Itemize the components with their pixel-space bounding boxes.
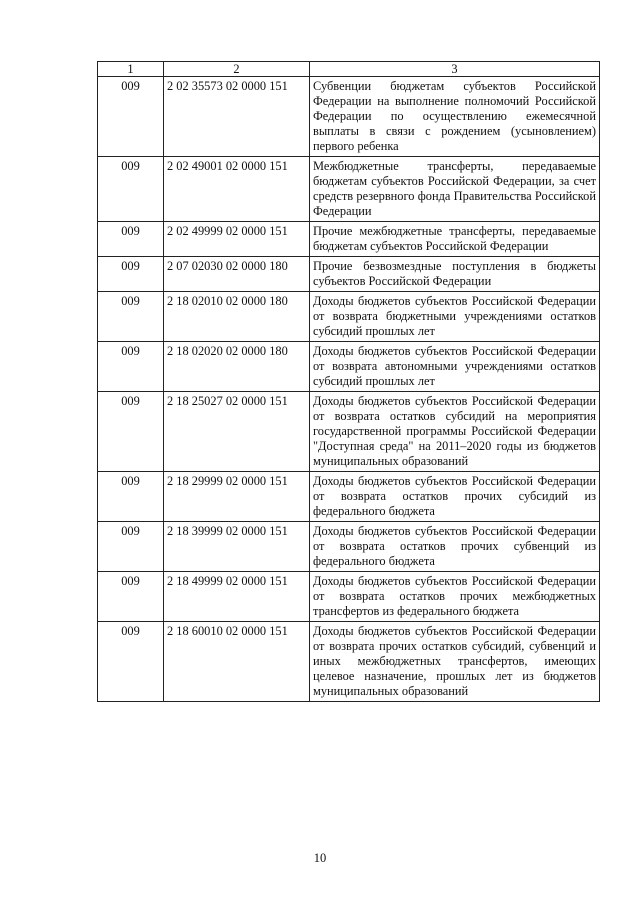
table-row — [98, 342, 600, 392]
column-header-3: 3 — [310, 62, 600, 77]
admin-code-cell: 009 — [98, 472, 164, 522]
admin-code-cell: 009 — [98, 622, 164, 702]
table-row — [98, 257, 600, 292]
budget-classification-code-cell: 2 02 35573 02 0000 151 — [164, 77, 310, 157]
column-header-1: 1 — [98, 62, 164, 77]
budget-codes-table — [97, 61, 600, 702]
admin-code-cell: 009 — [98, 392, 164, 472]
table-row — [98, 392, 600, 472]
table-row — [98, 292, 600, 342]
income-description-cell: Субвенции бюджетам субъектов Российской Федерации на выполнение полномочий Российской Федерации по осуществлению ежемесячной выплаты в связи с рождением (усыновлением) первого ребенка — [310, 77, 600, 157]
admin-code-cell: 009 — [98, 342, 164, 392]
budget-classification-code-cell: 2 02 49001 02 0000 151 — [164, 157, 310, 222]
budget-classification-code-cell: 2 18 60010 02 0000 151 — [164, 622, 310, 702]
budget-classification-code-cell: 2 18 02020 02 0000 180 — [164, 342, 310, 392]
admin-code-cell: 009 — [98, 222, 164, 257]
admin-code-cell: 009 — [98, 572, 164, 622]
income-description-cell: Доходы бюджетов субъектов Российской Федерации от возврата прочих остатков субсидий, субвенций и иных межбюджетных трансфертов, имеющих целевое назначение, прошлых лет из бюджетов муниципальных образований — [310, 622, 600, 702]
table-row — [98, 622, 600, 702]
table-row — [98, 157, 600, 222]
budget-classification-code-cell: 2 18 29999 02 0000 151 — [164, 472, 310, 522]
table-row — [98, 522, 600, 572]
admin-code-cell: 009 — [98, 77, 164, 157]
column-header-2: 2 — [164, 62, 310, 77]
income-description-cell: Доходы бюджетов субъектов Российской Федерации от возврата остатков прочих субвенций из федерального бюджета — [310, 522, 600, 572]
income-description-cell: Доходы бюджетов субъектов Российской Федерации от возврата остатков прочих субсидий из федерального бюджета — [310, 472, 600, 522]
table-row — [98, 572, 600, 622]
table-row — [98, 472, 600, 522]
admin-code-cell: 009 — [98, 292, 164, 342]
admin-code-cell: 009 — [98, 157, 164, 222]
admin-code-cell: 009 — [98, 257, 164, 292]
income-description-cell: Прочие безвозмездные поступления в бюджеты субъектов Российской Федерации — [310, 257, 600, 292]
admin-code-cell: 009 — [98, 522, 164, 572]
table-row — [98, 77, 600, 157]
budget-classification-code-cell: 2 18 49999 02 0000 151 — [164, 572, 310, 622]
budget-classification-code-cell: 2 18 39999 02 0000 151 — [164, 522, 310, 572]
income-description-cell: Прочие межбюджетные трансферты, передаваемые бюджетам субъектов Российской Федерации — [310, 222, 600, 257]
income-description-cell: Межбюджетные трансферты, передаваемые бюджетам субъектов Российской Федерации, за счет средств резервного фонда Правительства Российской Федерации — [310, 157, 600, 222]
income-description-cell: Доходы бюджетов субъектов Российской Федерации от возврата остатков субсидий на мероприятия государственной программы Российской Федерации "Доступная среда" на 2011–2020 годы из бюджетов муниципальных образований — [310, 392, 600, 472]
income-description-cell: Доходы бюджетов субъектов Российской Федерации от возврата автономными учреждениями остатков субсидий прошлых лет — [310, 342, 600, 392]
table-row — [98, 222, 600, 257]
budget-classification-code-cell: 2 07 02030 02 0000 180 — [164, 257, 310, 292]
income-description-cell: Доходы бюджетов субъектов Российской Федерации от возврата остатков прочих межбюджетных трансфертов из федерального бюджета — [310, 572, 600, 622]
income-description-cell: Доходы бюджетов субъектов Российской Федерации от возврата бюджетными учреждениями остатков субсидий прошлых лет — [310, 292, 600, 342]
table-header-row — [98, 62, 600, 77]
page-number: 10 — [313, 851, 327, 865]
budget-classification-code-cell: 2 18 02010 02 0000 180 — [164, 292, 310, 342]
budget-classification-code-cell: 2 18 25027 02 0000 151 — [164, 392, 310, 472]
budget-classification-code-cell: 2 02 49999 02 0000 151 — [164, 222, 310, 257]
